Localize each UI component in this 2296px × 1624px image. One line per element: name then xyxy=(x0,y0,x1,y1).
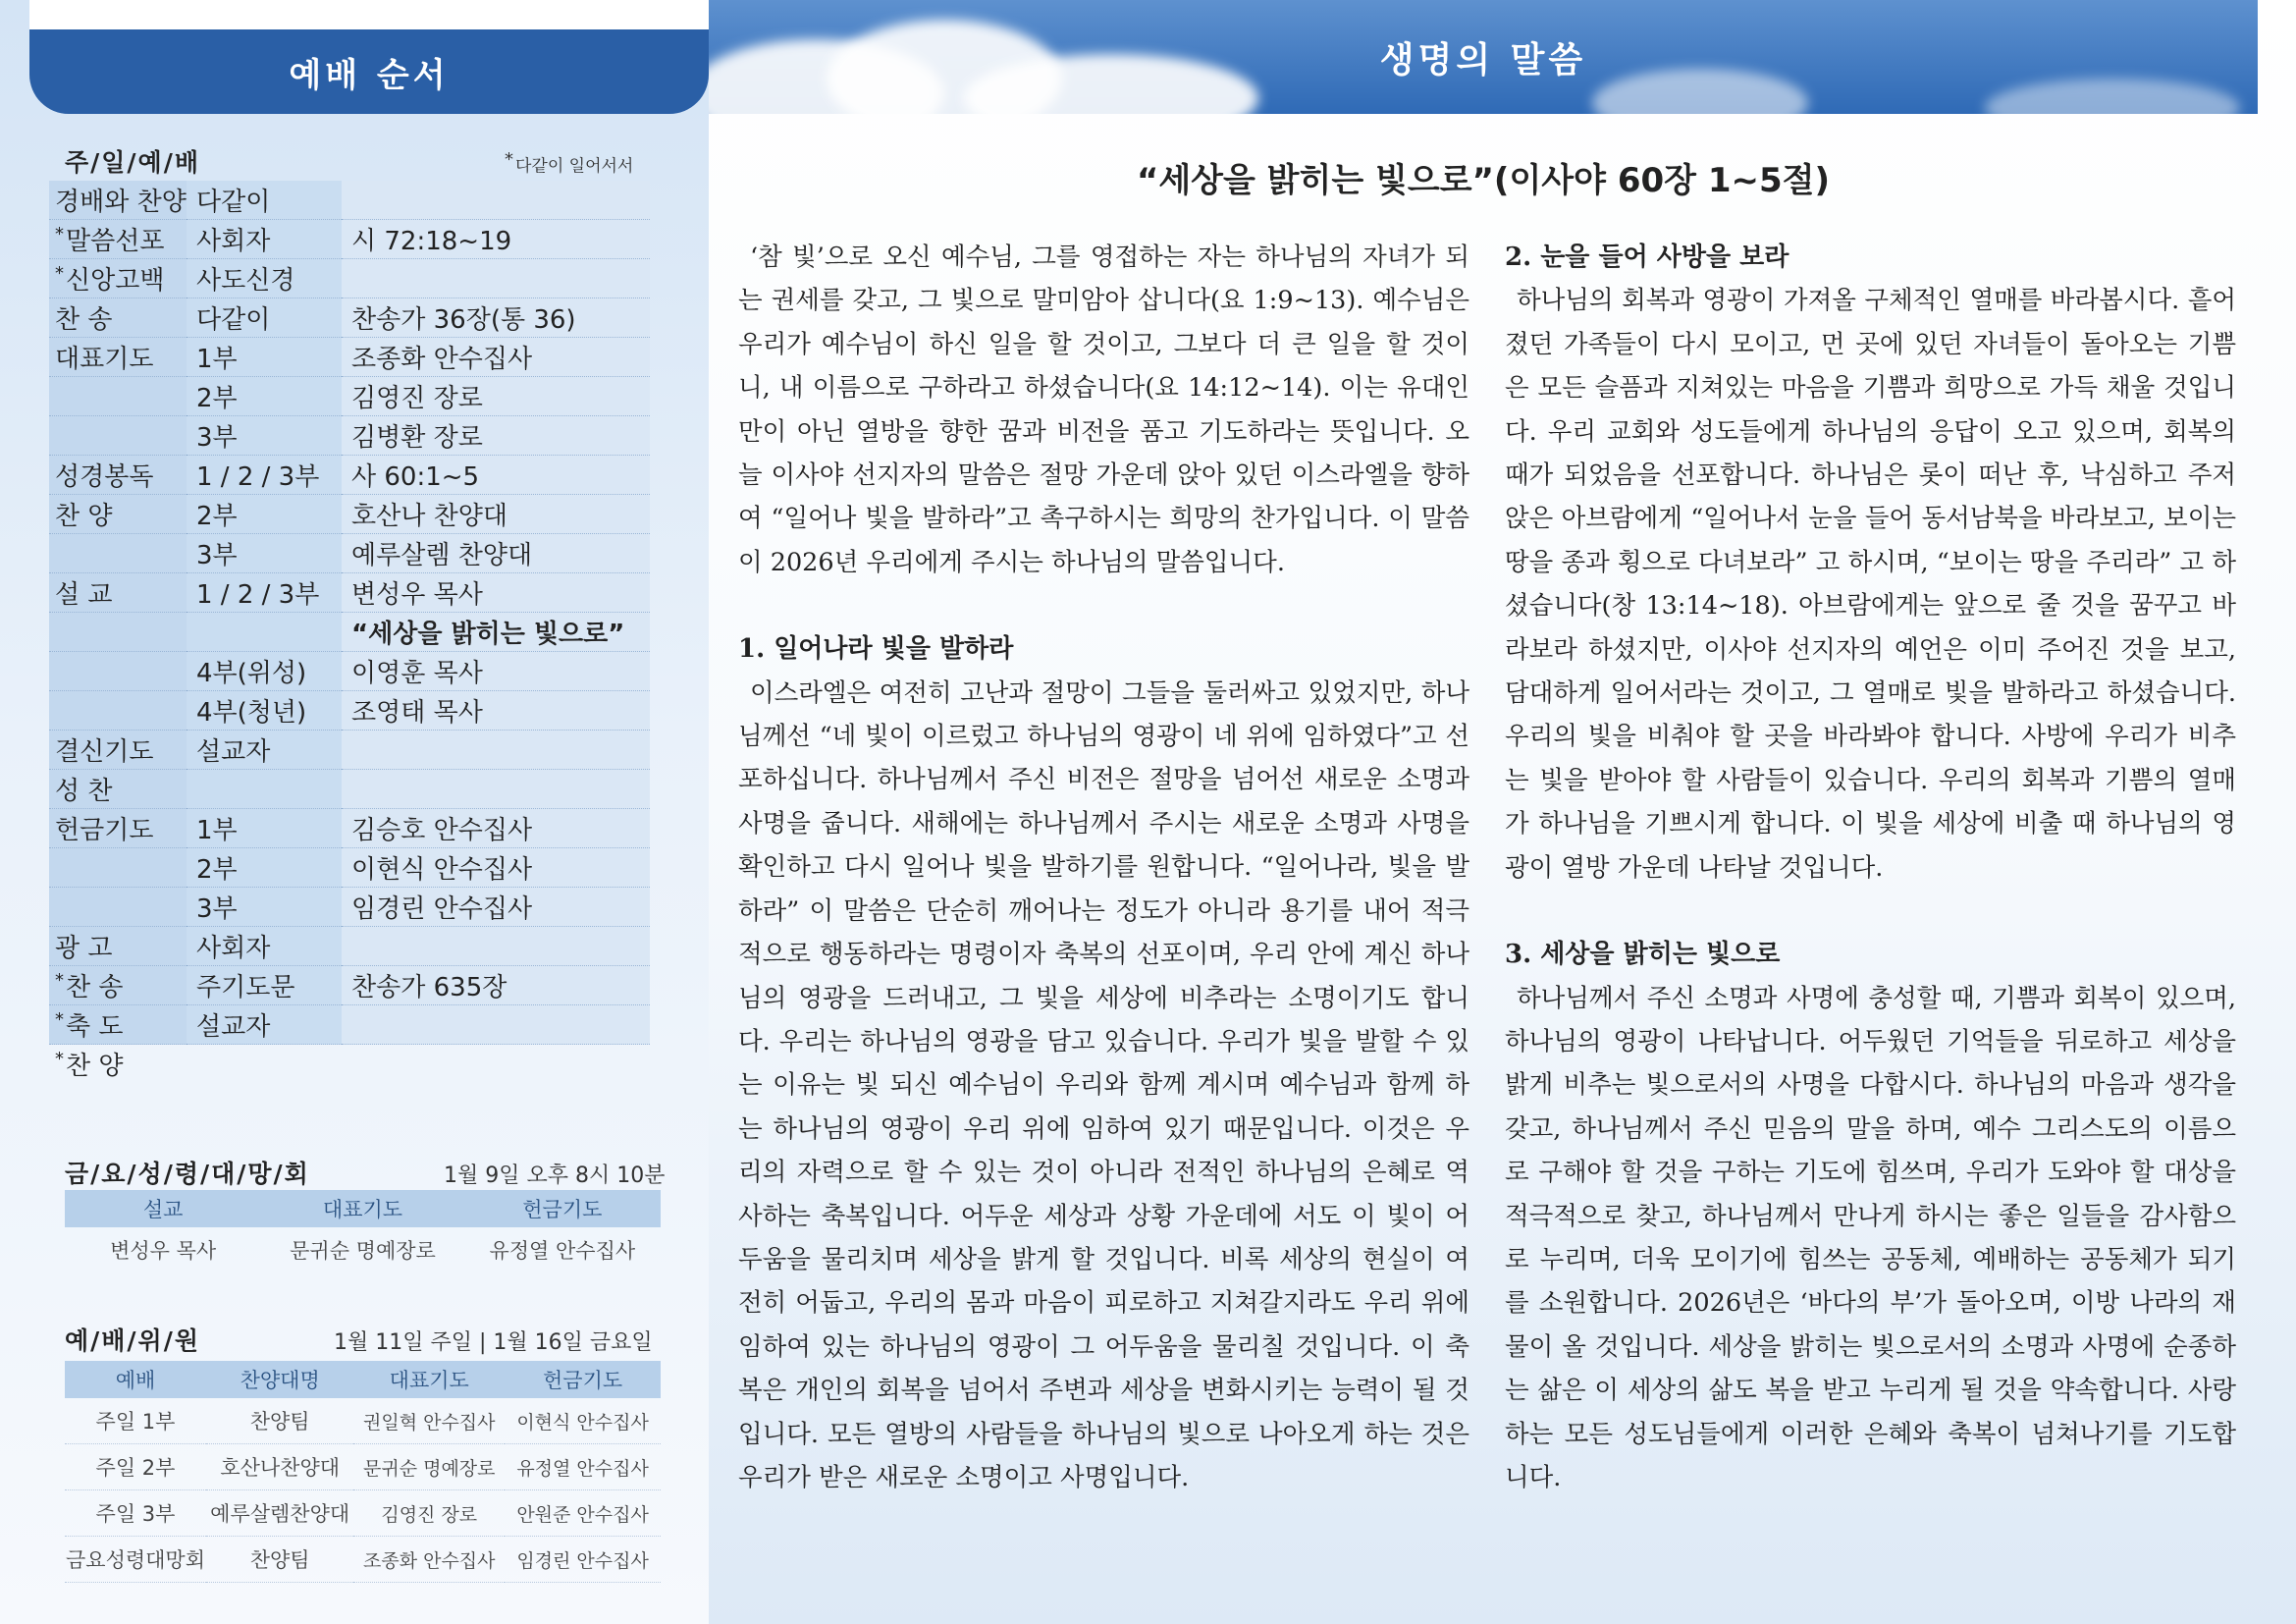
order-detail xyxy=(342,1005,650,1045)
order-leader xyxy=(187,1045,342,1084)
order-item xyxy=(49,534,187,573)
order-row xyxy=(49,966,650,1005)
order-detail xyxy=(342,181,650,220)
order-row xyxy=(49,259,650,298)
committee-cell: 권일혁 안수집사 xyxy=(353,1398,505,1444)
star-icon: * xyxy=(55,1049,64,1070)
order-item-label: 찬 양 xyxy=(55,502,113,531)
order-item-label: 설 교 xyxy=(55,580,113,610)
committee-cell: 금요성령대망회 xyxy=(65,1537,206,1583)
order-item-label: 경배와 찬양 xyxy=(55,188,187,217)
committee-cell: 유정열 안수집사 xyxy=(505,1444,661,1490)
order-detail xyxy=(342,927,650,966)
order-row xyxy=(49,377,650,416)
friday-date: 1월 9일 오후 8시 10분 xyxy=(444,1164,666,1188)
order-leader: 1부 xyxy=(187,809,342,848)
order-item-label: 성 찬 xyxy=(55,777,113,806)
sermon-column-left xyxy=(738,236,1469,1499)
friday-header: 헌금기도 xyxy=(464,1190,661,1227)
left-header: 예배 순서 xyxy=(29,29,709,114)
order-row xyxy=(49,534,650,573)
right-header: 생명의 말씀 xyxy=(1379,39,1587,81)
section-heading: 2. 눈을 들어 사방을 보라 xyxy=(1505,243,1789,272)
order-detail xyxy=(342,731,650,770)
order-leader xyxy=(187,770,342,809)
order-item xyxy=(49,652,187,691)
order-detail: 김병환 장로 xyxy=(342,416,650,456)
order-row xyxy=(49,181,650,220)
committee-cell: 주일 2부 xyxy=(65,1444,206,1490)
order-item-label: 말씀선포 xyxy=(66,227,165,256)
committee-row xyxy=(65,1398,661,1444)
order-leader: 사도신경 xyxy=(187,259,342,298)
cloud-shape xyxy=(1985,79,2240,114)
order-detail: 조종화 안수집사 xyxy=(342,338,650,377)
committee-cell: 찬양팀 xyxy=(206,1398,353,1444)
order-leader: 1 / 2 / 3부 xyxy=(187,573,342,613)
order-item xyxy=(49,927,187,966)
order-item-label: 찬 송 xyxy=(66,973,124,1002)
committee-cell: 찬양팀 xyxy=(206,1537,353,1583)
committee-row xyxy=(65,1490,661,1537)
order-detail: 이영훈 목사 xyxy=(342,652,650,691)
friday-header: 대표기도 xyxy=(261,1190,463,1227)
order-item-label: 축 도 xyxy=(66,1012,124,1042)
committee-cell: 주일 3부 xyxy=(65,1490,206,1537)
committee-row xyxy=(65,1444,661,1490)
star-icon: * xyxy=(55,263,64,285)
order-item-label: 성경봉독 xyxy=(55,462,154,492)
order-row xyxy=(49,1045,650,1084)
order-item xyxy=(49,220,187,259)
section-heading: 3. 세상을 밝히는 빛으로 xyxy=(1505,940,1781,970)
order-item xyxy=(49,573,187,613)
committee-cell: 조종화 안수집사 xyxy=(353,1537,505,1583)
order-detail: “세상을 밝히는 빛으로” xyxy=(342,613,650,652)
order-leader: 2부 xyxy=(187,377,342,416)
left-header-spacer xyxy=(29,0,709,29)
order-item xyxy=(49,456,187,495)
friday-cell: 유정열 안수집사 xyxy=(489,1239,636,1263)
committee-cell: 문귀순 명예장로 xyxy=(353,1444,505,1490)
order-item-label: 헌금기도 xyxy=(55,816,154,845)
order-leader: 사회자 xyxy=(187,927,342,966)
order-leader: 4부(위성) xyxy=(187,652,342,691)
order-detail: 김영진 장로 xyxy=(342,377,650,416)
sermon-title: “세상을 밝히는 빛으로”(이사야 60장 1~5절) xyxy=(1136,161,1831,200)
order-item xyxy=(49,181,187,220)
committee-cell: 주일 1부 xyxy=(65,1398,206,1444)
worship-order-panel xyxy=(0,0,709,1624)
star-icon: * xyxy=(55,224,64,245)
friday-title: 금/요/성/령/대/망/회 xyxy=(65,1160,310,1188)
order-row xyxy=(49,731,650,770)
order-leader: 설교자 xyxy=(187,1005,342,1045)
order-item xyxy=(49,966,187,1005)
sermon-intro: ‘참 빛’으로 오신 예수님, 그를 영접하는 자는 하나님의 자녀가 되는 권세를 갖고, 그 빛으로 말미암아 삽니다(요 1:9~13). 예수님은 우리가 예수님이 하신 일을 할 것이고, 그보다 더 큰 일을 할 것이니, 내 이름으로 구하라고 하셨습니다(요 14:12~14). 이는 유대인만이 아닌 열방을 향한 꿈과 비전을 품고 기도하라는 뜻입니다. 오늘 이사야 선지자의 말씀은 절망 가운데 앉아 있던 이스라엘을 향하여 “일어나 빛을 발하라”고 촉구하시는 희망의 찬가입니다. 이 말씀이 2026년 우리에게 주시는 하나님의 말씀입니다. xyxy=(738,243,1469,577)
sky-banner xyxy=(709,0,2258,114)
committee-title: 예/배/위/원 xyxy=(65,1326,200,1355)
order-item-label: 결신기도 xyxy=(55,737,154,767)
order-item xyxy=(49,848,187,888)
order-detail: 예루살렘 찬양대 xyxy=(342,534,650,573)
friday-header: 설교 xyxy=(65,1190,261,1227)
committee-date: 1월 11일 주일 | 1월 16일 금요일 xyxy=(334,1330,653,1355)
order-row xyxy=(49,809,650,848)
sermon-column-right xyxy=(1505,236,2236,1499)
committee-row xyxy=(65,1537,661,1583)
order-row xyxy=(49,456,650,495)
order-leader xyxy=(187,613,342,652)
star-icon: * xyxy=(505,149,513,170)
order-item xyxy=(49,1005,187,1045)
committee-header: 대표기도 xyxy=(353,1361,505,1398)
order-item xyxy=(49,1045,187,1084)
committee-cell: 김영진 장로 xyxy=(353,1490,505,1537)
friday-table xyxy=(65,1190,661,1272)
order-leader: 4부(청년) xyxy=(187,691,342,731)
sunday-order-table xyxy=(49,181,650,1083)
order-item-label: 신앙고백 xyxy=(66,266,165,296)
friday-cell: 변성우 목사 xyxy=(110,1239,217,1263)
order-detail: 찬송가 635장 xyxy=(342,966,650,1005)
order-detail: 찬송가 36장(통 36) xyxy=(342,298,650,338)
section-heading: 1. 일어나라 빛을 발하라 xyxy=(738,634,1014,665)
order-detail xyxy=(342,259,650,298)
committee-header: 헌금기도 xyxy=(505,1361,661,1398)
order-leader: 2부 xyxy=(187,848,342,888)
standing-note: * 다같이 일어서서 xyxy=(505,149,634,177)
order-leader: 2부 xyxy=(187,495,342,534)
order-item xyxy=(49,809,187,848)
order-leader: 주기도문 xyxy=(187,966,342,1005)
order-row xyxy=(49,573,650,613)
order-detail: 김승호 안수집사 xyxy=(342,809,650,848)
order-row xyxy=(49,652,650,691)
order-row xyxy=(49,613,650,652)
order-detail: 시 72:18~19 xyxy=(342,220,650,259)
order-item-label: 광 고 xyxy=(55,934,113,963)
star-icon: * xyxy=(55,970,64,992)
order-leader: 1부 xyxy=(187,338,342,377)
section-body: 하나님의 회복과 영광이 가져올 구체적인 열매를 바라봅시다. 흩어졌던 가족들이 다시 모이고, 먼 곳에 있던 자녀들이 돌아오는 기쁨은 모든 슬픔과 지쳐있는 마음을 기쁨과 희망으로 가득 채울 것입니다. 우리 교회와 성도들에게 하나님의 응답이 오고 있으며, 회복의 때가 되었음을 선포합니다. 하나님은 롯이 떠난 후, 낙심하고 주저앉은 아브람에게 “일어나서 눈을 들어 동서남북을 바라보고, 보이는 땅을 종과 횡으로 다녀보라” 고 하시며, “보이는 땅을 주리라” 고 하셨습니다(창 13:14~18). 아브람에게는 앞으로 줄 것을 꿈꾸고 바라보라 하셨지만, 이사야 선지자의 예언은 이미 주어진 것을 보고, 담대하게 일어서라는 것이고, 그 열매로 빛을 발하라고 하셨습니다. 우리의 빛을 비춰야 할 곳을 바라봐야 합니다. 사방에 우리가 비추는 빛을 받아야 할 사람들이 있습니다. 우리의 회복과 기쁨의 열매가 하나님을 기쁘시게 합니다. 이 빛을 세상에 비출 때 하나님의 영광이 열방 가운데 나타날 것입니다. xyxy=(1505,286,2236,883)
order-leader: 사회자 xyxy=(187,220,342,259)
order-detail: 이현식 안수집사 xyxy=(342,848,650,888)
order-item xyxy=(49,613,187,652)
committee-cell: 임경린 안수집사 xyxy=(505,1537,661,1583)
order-row xyxy=(49,888,650,927)
order-item xyxy=(49,888,187,927)
order-row xyxy=(49,770,650,809)
order-item xyxy=(49,691,187,731)
order-leader: 3부 xyxy=(187,534,342,573)
order-detail: 사 60:1~5 xyxy=(342,456,650,495)
cloud-shape xyxy=(1592,69,1808,114)
order-row xyxy=(49,416,650,456)
order-detail: 호산나 찬양대 xyxy=(342,495,650,534)
order-item xyxy=(49,338,187,377)
order-item xyxy=(49,770,187,809)
order-item xyxy=(49,495,187,534)
order-row xyxy=(49,298,650,338)
order-detail xyxy=(342,1045,650,1084)
committee-header: 찬양대명 xyxy=(206,1361,353,1398)
order-leader: 3부 xyxy=(187,416,342,456)
friday-cell: 문귀순 명예장로 xyxy=(290,1239,436,1263)
order-leader: 설교자 xyxy=(187,731,342,770)
sunday-title: 주/일/예/배 xyxy=(65,148,200,177)
order-detail xyxy=(342,770,650,809)
committee-table xyxy=(65,1361,661,1583)
order-leader: 다같이 xyxy=(187,298,342,338)
order-leader: 3부 xyxy=(187,888,342,927)
order-leader: 1 / 2 / 3부 xyxy=(187,456,342,495)
order-row xyxy=(49,338,650,377)
section-body: 하나님께서 주신 소명과 사명에 충성할 때, 기쁨과 회복이 있으며, 하나님의 영광이 나타납니다. 어두웠던 기억들을 뒤로하고 세상을 밝게 비추는 빛으로서의 사명을 다합시다. 하나님의 마음과 생각을 갖고, 하나님께서 주신 믿음의 말을 하며, 예수 그리스도의 이름으로 구해야 할 것을 구하는 기도에 힘쓰며, 우리가 도와야 할 대상을 적극적으로 찾고, 하나님께서 만나게 하시는 좋은 일들을 감사함으로 누리며, 더욱 모이기에 힘쓰는 공동체, 예배하는 공동체가 되기를 소원합니다. 2026년은 ‘바다의 부’가 돌아오며, 이방 나라의 재물이 올 것입니다. 세상을 밝히는 빛으로서의 소명과 사명에 순종하는 삶은 이 세상의 삶도 복을 받고 누리게 될 것을 약속합니다. 사랑하는 모든 성도님들에게 이러한 은혜와 축복이 넘쳐나기를 기도합니다. xyxy=(1505,983,2236,1492)
order-item-label: 찬 양 xyxy=(66,1052,124,1081)
section-body: 이스라엘은 여전히 고난과 절망이 그들을 둘러싸고 있었지만, 하나님께선 “네 빛이 이르렀고 하나님의 영광이 네 위에 임하였다”고 선포하십니다. 하나님께서 주신 비전은 절망을 넘어선 새로운 소명과 사명을 줍니다. 새해에는 하나님께서 주시는 새로운 소명과 사명을 확인하고 다시 일어나 빛을 발하기를 원합니다. “일어나라, 빛을 발하라” 이 말씀은 단순히 깨어나는 정도가 아니라 용기를 내어 적극적으로 행동하라는 명령이자 축복의 선포이며, 우리 안에 계신 하나님의 영광을 드러내고, 그 빛을 세상에 비추라는 소명이기도 합니다. 우리는 하나님의 영광을 담고 있습니다. 우리가 빛을 발할 수 있는 이유는 빛 되신 예수님이 우리와 함께 계시며 예수님과 함께 하는 하나님의 영광이 우리 위에 임하여 있기 때문입니다. 이것은 우리의 자력으로 할 수 있는 것이 아니라 전적인 하나님의 은혜로 역사하는 축복입니다. 어두운 세상과 상황 가운데에 서도 이 빛이 어두움을 물리치며 세상을 밝게 할 것입니다. 비록 세상의 현실이 여전히 어둡고, 우리의 몸과 마음이 피로하고 지쳐갈지라도 우리 위에 임하여 있는 하나님의 영광이 그 어두움을 물리칠 것입니다. 이 축복은 개인의 회복을 넘어서 주변과 세상을 변화시키는 능력이 될 것입니다. 모든 열방의 사람들을 하나님의 빛으로 나아오게 하는 것은 우리가 받은 새로운 소명이고 사명입니다. xyxy=(738,677,1469,1492)
order-item xyxy=(49,416,187,456)
order-item-label: 찬 송 xyxy=(55,305,113,335)
order-detail: 변성우 목사 xyxy=(342,573,650,613)
order-detail: 조영태 목사 xyxy=(342,691,650,731)
order-row xyxy=(49,691,650,731)
order-row xyxy=(49,495,650,534)
order-item xyxy=(49,259,187,298)
committee-cell: 예루살렘찬양대 xyxy=(206,1490,353,1537)
order-item xyxy=(49,731,187,770)
order-row xyxy=(49,927,650,966)
committee-cell: 안원준 안수집사 xyxy=(505,1490,661,1537)
order-leader: 다같이 xyxy=(187,181,342,220)
star-icon: * xyxy=(55,1009,64,1031)
order-detail: 임경린 안수집사 xyxy=(342,888,650,927)
order-item xyxy=(49,377,187,416)
order-item xyxy=(49,298,187,338)
order-row xyxy=(49,848,650,888)
order-row xyxy=(49,220,650,259)
order-item-label: 대표기도 xyxy=(55,345,154,374)
order-row xyxy=(49,1005,650,1045)
committee-cell: 이현식 안수집사 xyxy=(505,1398,661,1444)
committee-cell: 호산나찬양대 xyxy=(206,1444,353,1490)
committee-header: 예배 xyxy=(65,1361,206,1398)
